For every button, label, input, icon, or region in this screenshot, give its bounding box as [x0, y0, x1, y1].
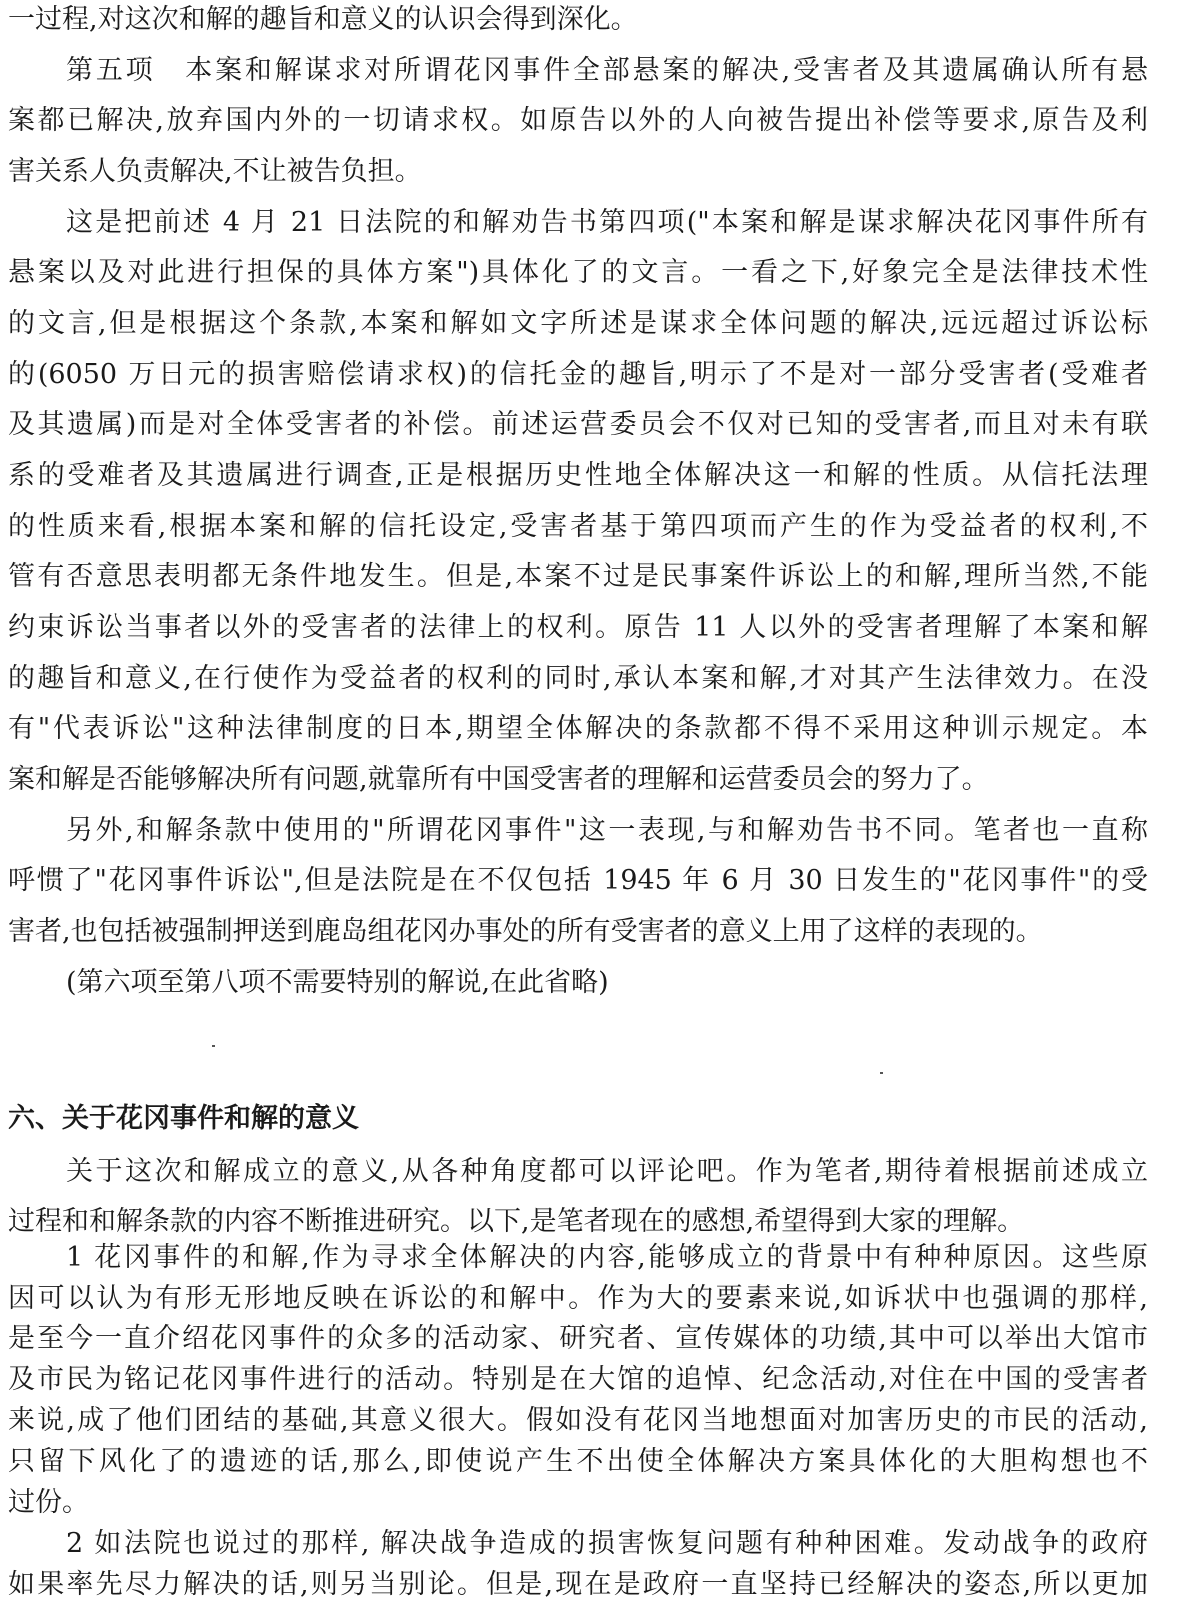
- text-line: 管有否意思表明都无条件地发生。但是,本案不过是民事案件诉讼上的和解,理所当然,不能: [8, 561, 1148, 593]
- text-line: 案和解是否能够解决所有问题,就靠所有中国受害者的理解和运营委员会的努力了。: [8, 764, 989, 796]
- text-line: 的(6050 万日元的损害赔偿请求权)的信托金的趣旨,明示了不是对一部分受害者(受难者: [8, 358, 1148, 390]
- text-line: 一过程,对这次和解的趣旨和意义的认识会得到深化。: [8, 4, 638, 35]
- section-heading: 六、关于花冈事件和解的意义: [8, 1103, 359, 1135]
- text-line: 有"代表诉讼"这种法律制度的日本,期望全体解决的条款都不得不采用这种训示规定。本: [8, 713, 1148, 745]
- text-line: 的性质来看,根据本案和解的信托设定,受害者基于第四项而产生的作为受益者的权利,不: [8, 510, 1148, 542]
- text-line: (第六项至第八项不需要特别的解说,在此省略): [66, 966, 609, 998]
- text-line: 害关系人负责解决,不让被告负担。: [8, 156, 422, 188]
- text-line: 的文言,但是根据这个条款,本案和解如文字所述是谋求全体问题的解决,远远超过诉讼标: [8, 308, 1148, 340]
- text-line: 这是把前述 4 月 21 日法院的和解劝告书第四项("本案和解是谋求解决花冈事件所有: [66, 206, 1148, 238]
- text-line: 另外,和解条款中使用的"所谓花冈事件"这一表现,与和解劝告书不同。笔者也一直称: [66, 814, 1148, 846]
- text-line: 1 花冈事件的和解,作为寻求全体解决的内容,能够成立的背景中有种种原因。这些原: [66, 1241, 1148, 1273]
- text-line: 呼惯了"花冈事件诉讼",但是法院是在不仅包括 1945 年 6 月 30 日发生的"花冈事件"的受: [8, 865, 1148, 897]
- text-line: 悬案以及对此进行担保的具体方案")具体化了的文言。一看之下,好象完全是法律技术性: [8, 257, 1148, 289]
- text-line: 过程和和解条款的内容不断推进研究。以下,是笔者现在的感想,希望得到大家的理解。: [8, 1206, 1025, 1238]
- text-line: 约束诉讼当事者以外的受害者的法律上的权利。原告 11 人以外的受害者理解了本案和解: [8, 612, 1148, 644]
- text-line: 的趣旨和意义,在行使作为受益者的权利的同时,承认本案和解,才对其产生法律效力。在没: [8, 662, 1148, 694]
- text-line: 第五项 本案和解谋求对所谓花冈事件全部悬案的解决,受害者及其遗属确认所有悬: [66, 54, 1148, 86]
- text-line: 因可以认为有形无形地反映在诉讼的和解中。作为大的要素来说,如诉状中也强调的那样,: [8, 1282, 1148, 1314]
- text-line: 过份。: [8, 1487, 89, 1519]
- text-line: 系的受难者及其遗属进行调查,正是根据历史性地全体解决这一和解的性质。从信托法理: [8, 460, 1148, 492]
- text-line: 及市民为铭记花冈事件进行的活动。特别是在大馆的追悼、纪念活动,对住在中国的受害者: [8, 1364, 1148, 1396]
- text-line: 及其遗属)而是对全体受害者的补偿。前述运营委员会不仅对已知的受害者,而且对未有联: [8, 409, 1148, 441]
- text-line: 是至今一直介绍花冈事件的众多的活动家、研究者、宣传媒体的功绩,其中可以举出大馆市: [8, 1323, 1148, 1355]
- text-line: 2 如法院也说过的那样, 解决战争造成的损害恢复问题有种种困难。发动战争的政府: [66, 1528, 1148, 1560]
- scan-speck: [212, 1045, 215, 1047]
- text-line: 只留下风化了的遗迹的话,那么,即使说产生不出使全体解决方案具体化的大胆构想也不: [8, 1446, 1148, 1478]
- scan-speck: [880, 1072, 883, 1074]
- text-line: 害者,也包括被强制押送到鹿岛组花冈办事处的所有受害者的意义上用了这样的表现的。: [8, 916, 1043, 948]
- text-line: 案都已解决,放弃国内外的一切请求权。如原告以外的人向被告提出补偿等要求,原告及利: [8, 105, 1148, 137]
- text-line: 如果率先尽力解决的话,则另当别论。但是,现在是政府一直坚持已经解决的姿态,所以更加: [8, 1569, 1148, 1600]
- text-line: 来说,成了他们团结的基础,其意义很大。假如没有花冈当地想面对加害历史的市民的活动,: [8, 1405, 1148, 1437]
- text-line: 关于这次和解成立的意义,从各种角度都可以评论吧。作为笔者,期待着根据前述成立: [66, 1155, 1148, 1187]
